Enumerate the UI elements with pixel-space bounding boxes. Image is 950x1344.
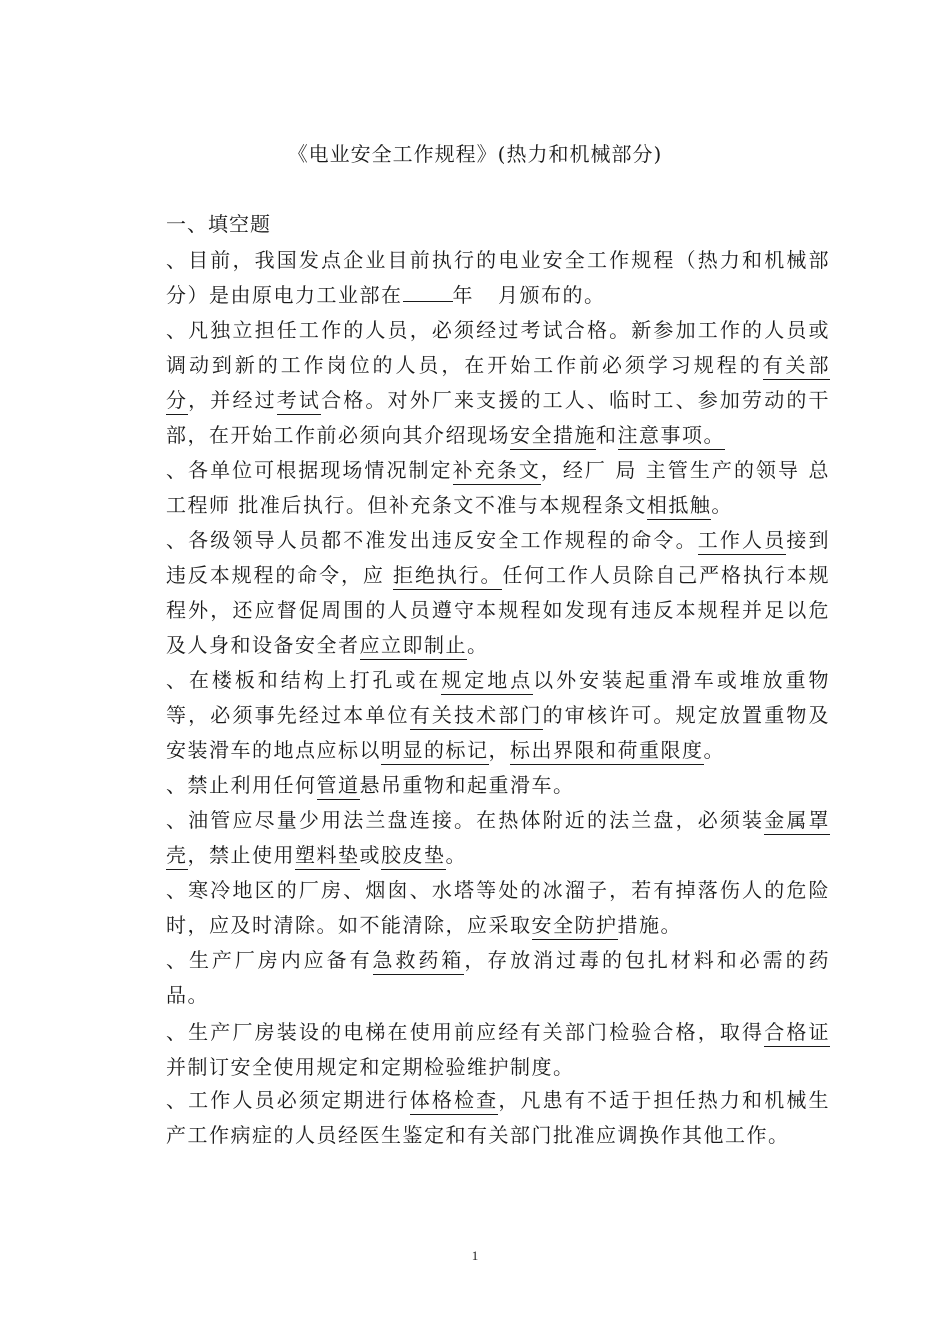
q7-text-a: 、油管应尽量少用法兰盘连接。在热体附近的法兰盘，必须装 — [166, 808, 765, 832]
q11-text-a: 、工作人员必须定期进行 — [166, 1088, 410, 1112]
question-2 — [166, 313, 830, 453]
q5-text-a: 、在楼板和结构上打孔或在 — [166, 668, 442, 692]
q9-text-b: ，存放消过毒的包扎材料和必需的药品。 — [166, 948, 831, 1007]
q10-text-a: 、生产厂房装设的电梯在使用前应经有关部门检验合格，取得 — [166, 1020, 765, 1044]
q2-text-c: 合格。对外厂来支援的工人、临时工、参加劳动的干部，在开始工作前必须向其介绍现场 — [166, 388, 831, 447]
q1-text-b: 年 — [452, 283, 474, 307]
q4-text-c: 任何工作人员除自己严格执行本规程外，还应督促周围的人员遵守本规程如发现有违反本规程并足以危及人身和设备安全者 — [166, 563, 831, 657]
q7-text-d: 。 — [445, 843, 467, 867]
q5-answer-3: 明显的标记 — [381, 738, 489, 765]
question-4 — [166, 523, 830, 663]
document-title: 《电业安全工作规程》(热力和机械部分) — [287, 142, 663, 166]
q6-answer-1: 管道 — [317, 773, 360, 800]
q4-text-b: 接到违反本规程的命令，应 — [166, 528, 831, 587]
q11-answer-1: 体格检查 — [410, 1088, 499, 1115]
q10-answer-1: 合格证 — [764, 1020, 830, 1047]
q3-answer-2: 相抵触 — [647, 493, 712, 520]
q7-answer-1: 金属罩壳 — [166, 808, 830, 870]
q1-text-c: 月颁布的。 — [498, 283, 606, 307]
q2-answer-4: 注意事项。 — [618, 423, 726, 450]
q4-text-d: 。 — [467, 633, 489, 657]
page-number: 1 — [471, 1248, 479, 1263]
q3-text-a: 、各单位可根据现场情况制定 — [166, 458, 453, 482]
q5-answer-1: 规定地点 — [441, 668, 533, 695]
q2-answer-2: 考试 — [277, 388, 321, 415]
q5-answer-2: 有关技术部门 — [410, 703, 543, 730]
question-10 — [166, 1015, 830, 1085]
q8-text-b: 措施。 — [617, 913, 682, 937]
q11-text-b: ，凡患有不适于担任热力和机械生产工作病症的人员经医生鉴定和有关部门批准应调换作其他工作。 — [166, 1088, 831, 1147]
q8-text-a: 、寒冷地区的厂房、烟囱、水塔等处的冰溜子，若有掉落伤人的危险时，应及时清除。如不能清除，应采取 — [166, 878, 830, 937]
question-9 — [166, 943, 830, 1013]
q6-text-b: 悬吊重物和起重滑车。 — [359, 773, 575, 797]
q1-blank-year — [403, 300, 453, 302]
q2-text-a: 、凡独立担任工作的人员，必须经过考试合格。新参加工作的人员或调动到新的工作岗位的人员，在开始工作前必须学习规程的 — [166, 318, 830, 377]
q6-text-a: 、禁止利用任何 — [166, 773, 317, 797]
q2-text-d: 和 — [596, 423, 618, 447]
question-11 — [166, 1083, 830, 1153]
q1-text-a: 、目前，我国发点企业目前执行的电业安全工作规程（热力和机械部分）是由原电力工业部在 — [166, 248, 830, 307]
q9-text-a: 、生产厂房内应备有 — [166, 948, 373, 972]
q5-text-c: 的审核许可。规定放置重物及安装滑车的地点应标以 — [166, 703, 831, 762]
q5-answer-4: 标出界限和荷重限度 — [510, 738, 704, 765]
q7-text-b: ，禁止使用 — [187, 843, 295, 867]
q5-text-d: ， — [488, 738, 510, 762]
q5-text-e: 。 — [703, 738, 725, 762]
q4-answer-1: 工作人员 — [698, 528, 787, 555]
q9-answer-1: 急救药箱 — [373, 948, 465, 975]
question-1 — [166, 243, 830, 313]
question-8 — [166, 873, 830, 943]
question-6 — [166, 768, 830, 803]
q7-text-c: 或 — [359, 843, 381, 867]
q10-text-b: 并制订安全使用规定和定期检验维护制度。 — [166, 1055, 575, 1079]
question-3 — [166, 453, 830, 523]
q7-answer-2: 塑料垫 — [295, 843, 360, 870]
q3-text-c: 。 — [711, 493, 733, 517]
q2-answer-1: 有关部分 — [166, 353, 830, 415]
question-7 — [166, 803, 830, 873]
q2-text-b: ，并经过 — [188, 388, 277, 412]
section-heading: 一、填空题 — [166, 212, 271, 236]
q8-answer-1: 安全防护 — [532, 913, 618, 940]
q7-answer-3: 胶皮垫 — [381, 843, 446, 870]
q4-answer-2: 拒绝执行。 — [393, 563, 502, 590]
q3-answer-1: 补充条文 — [453, 458, 541, 485]
q3-text-b: ，经厂 局 主管生产的领导 总工程师 批准后执行。但补充条文不准与本规程条文 — [166, 458, 831, 517]
question-5 — [166, 663, 830, 768]
q5-text-b: 以外安装起重滑车或堆放重物等，必须事先经过本单位 — [166, 668, 831, 727]
q2-answer-3: 安全措施 — [510, 423, 596, 450]
q4-answer-3: 应立即制止 — [360, 633, 468, 660]
q4-text-a: 、各级领导人员都不准发出违反安全工作规程的命令。 — [166, 528, 698, 552]
